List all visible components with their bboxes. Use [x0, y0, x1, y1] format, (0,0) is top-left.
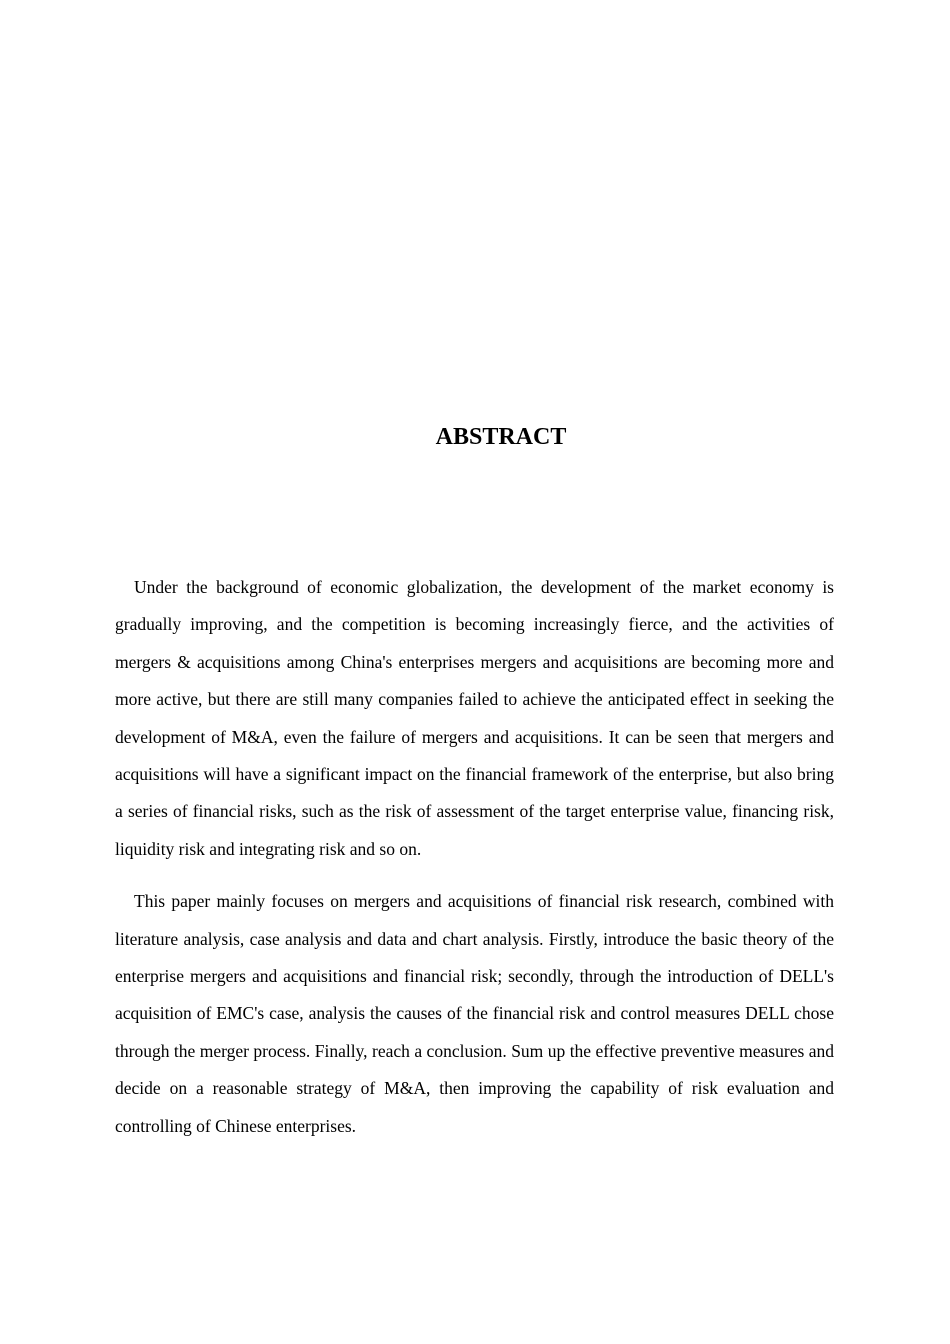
page-title: ABSTRACT — [435, 424, 567, 450]
abstract-paragraph-2: This paper mainly focuses on mergers and acquisitions of financial risk research, combined with literature analysis, case analysis and data and chart analysis. Firstly, introduce the basic theory of the enterprise mergers and acquisitions and financial risk; secondly, through the introduction of DELL's acquisition of EMC's case, analysis the causes of the financial risk and control measures DELL chose through the merger process. Finally, reach a conclusion. Sum up the effective preventive measures and decide on a reasonable strategy of M&A, then improving the capability of risk evaluation and controlling of Chinese enterprises. — [115, 891, 834, 1136]
abstract-paragraph-1: Under the background of economic globalization, the development of the market economy is gradually improving, and the competition is becoming increasingly fierce, and the activities of mergers & acquisitions among China's enterprises mergers and acquisitions are becoming more and more active, but there are still many companies failed to achieve the anticipated effect in seeking the development of M&A, even the failure of mergers and acquisitions. It can be seen that mergers and acquisitions will have a significant impact on the financial framework of the enterprise, but also bring a series of financial risks, such as the risk of assessment of the target enterprise value, financing risk, liquidity risk and integrating risk and so on. — [115, 577, 834, 859]
abstract-body — [115, 569, 834, 1145]
